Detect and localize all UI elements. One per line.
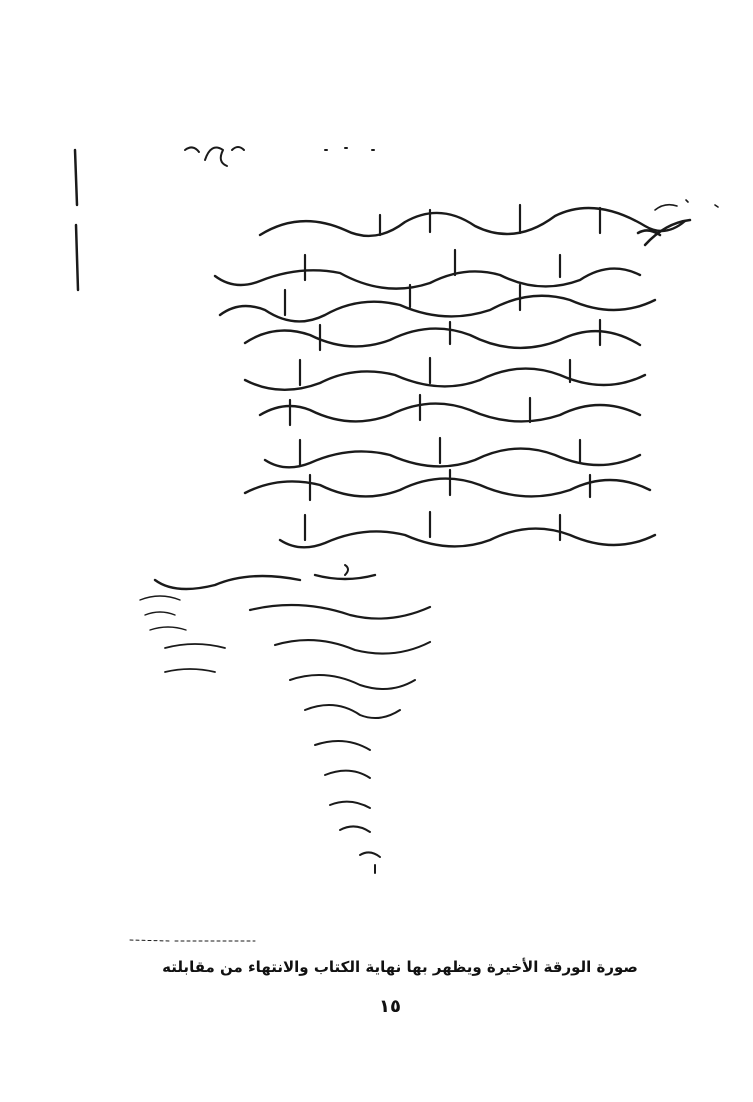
- caption-text: صورة الورقة الأخيرة ويظهر بها نهاية الكتاب والانتهاء من مقابلته: [162, 958, 638, 976]
- page-number: ١٥: [379, 996, 401, 1017]
